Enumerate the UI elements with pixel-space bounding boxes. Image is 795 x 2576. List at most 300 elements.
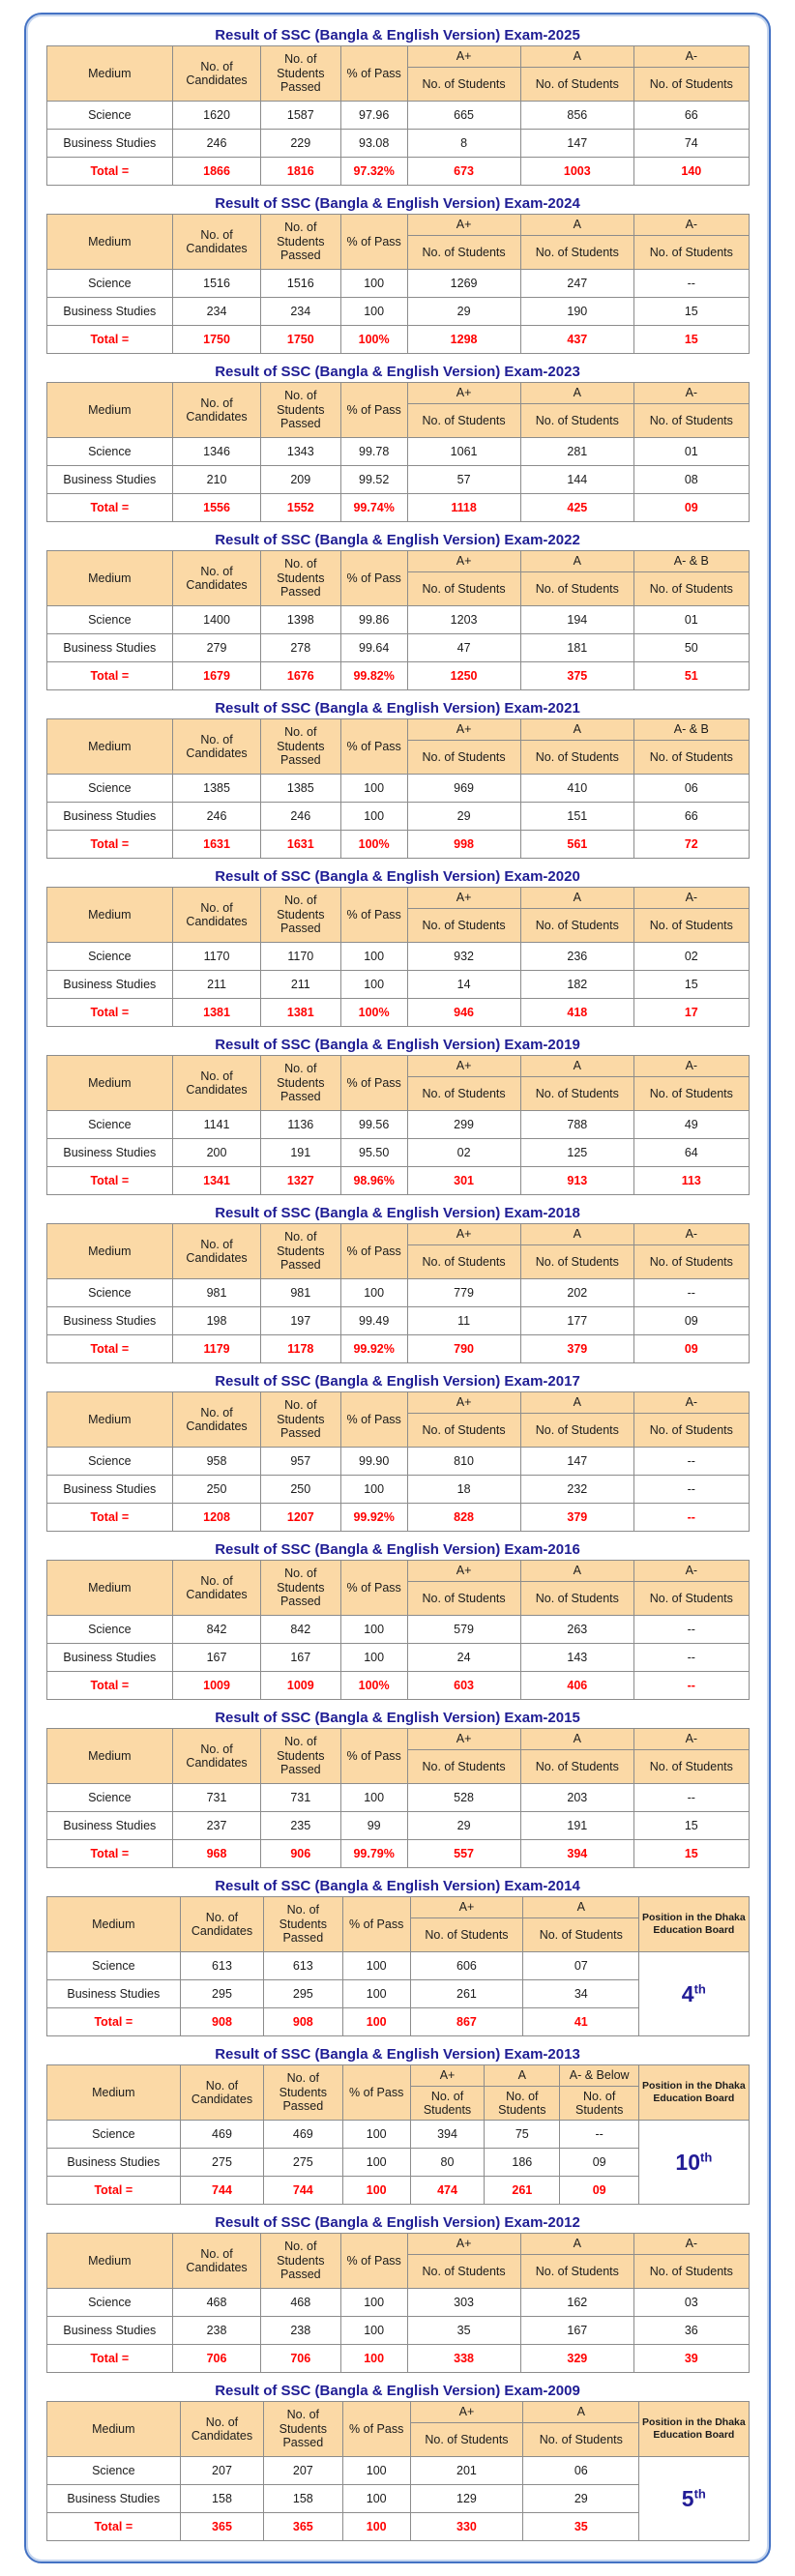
value-cell: 207 — [181, 2457, 264, 2485]
data-row — [46, 1307, 749, 1335]
medium-cell: Business Studies — [46, 2317, 173, 2345]
column-subheader-no-of-students: No. of Students — [520, 1245, 634, 1279]
column-header-pass-percent: % of Pass — [342, 1897, 410, 1952]
value-cell: 338 — [407, 2345, 520, 2373]
medium-cell: Science — [46, 2121, 181, 2149]
total-label-cell: Total = — [46, 831, 173, 859]
medium-cell: Business Studies — [46, 1812, 173, 1840]
column-header-students-passed: No. of Students Passed — [260, 215, 340, 270]
value-cell: 1208 — [173, 1504, 261, 1532]
value-cell: 842 — [173, 1616, 261, 1644]
column-subheader-no-of-students: No. of Students — [407, 741, 520, 775]
value-cell: 1250 — [407, 662, 520, 690]
value-cell: 186 — [485, 2149, 560, 2177]
result-block-exam-2012 — [46, 2211, 750, 2373]
table-body — [46, 1279, 749, 1363]
table-title-exam-2012: Result of SSC (Bangla & English Version) Exam-2012 — [215, 2214, 580, 2231]
column-subheader-no-of-students: No. of Students — [520, 1414, 634, 1448]
value-cell: -- — [634, 270, 749, 298]
value-cell: 147 — [520, 1448, 634, 1476]
value-cell: 261 — [410, 1980, 523, 2008]
value-cell: 15 — [634, 1840, 749, 1868]
column-header-students-passed: No. of Students Passed — [260, 2234, 340, 2289]
value-cell: 1631 — [260, 831, 340, 859]
column-header-grade-a+: A+ — [407, 1224, 520, 1245]
value-cell: 957 — [260, 1448, 340, 1476]
column-header-students-passed: No. of Students Passed — [260, 1224, 340, 1279]
value-cell: 39 — [634, 2345, 749, 2373]
table-title-exam-2025: Result of SSC (Bangla & English Version) Exam-2025 — [215, 27, 580, 44]
table-header — [46, 1224, 749, 1279]
value-cell: 1170 — [173, 943, 261, 971]
data-row — [46, 1279, 749, 1307]
column-subheader-no-of-students: No. of Students — [634, 2255, 749, 2289]
result-block-exam-2009 — [46, 2380, 750, 2541]
table-body — [46, 943, 749, 1027]
column-subheader-no-of-students: No. of Students — [634, 572, 749, 606]
value-cell: 1346 — [173, 438, 261, 466]
column-header-candidates: No. of Candidates — [181, 1897, 264, 1952]
data-row — [46, 466, 749, 494]
column-header-grade-a-: A- — [634, 1561, 749, 1582]
value-cell: 8 — [407, 130, 520, 158]
value-cell: 99.56 — [340, 1111, 407, 1139]
column-header-grade-a: A — [520, 551, 634, 572]
column-subheader-no-of-students: No. of Students — [523, 1918, 639, 1952]
column-header-medium: Medium — [46, 1056, 173, 1111]
column-header-candidates: No. of Candidates — [173, 1729, 261, 1784]
value-cell: 303 — [407, 2289, 520, 2317]
table-title-exam-2021: Result of SSC (Bangla & English Version) Exam-2021 — [215, 700, 580, 717]
total-label-cell: Total = — [46, 2008, 181, 2036]
column-header-grade-a: A — [520, 719, 634, 741]
value-cell: 842 — [260, 1616, 340, 1644]
table-header — [46, 1561, 749, 1616]
value-cell: 279 — [173, 634, 261, 662]
value-cell: 191 — [260, 1139, 340, 1167]
column-header-pass-percent: % of Pass — [340, 215, 407, 270]
value-cell: 410 — [520, 775, 634, 803]
total-row — [46, 831, 749, 859]
total-label-cell: Total = — [46, 1840, 173, 1868]
table-title-exam-2018: Result of SSC (Bangla & English Version) Exam-2018 — [215, 1205, 580, 1221]
value-cell: 788 — [520, 1111, 634, 1139]
column-header-medium: Medium — [46, 1729, 173, 1784]
result-block-exam-2018 — [46, 1202, 750, 1363]
value-cell: 99.90 — [340, 1448, 407, 1476]
column-header-grade-a+: A+ — [407, 551, 520, 572]
value-cell: 36 — [634, 2317, 749, 2345]
value-cell: 97.32% — [340, 158, 407, 186]
total-label-cell: Total = — [46, 494, 173, 522]
value-cell: 1385 — [173, 775, 261, 803]
value-cell: 329 — [520, 2345, 634, 2373]
value-cell: 1516 — [260, 270, 340, 298]
result-table-exam-2019 — [46, 1055, 750, 1195]
column-header-grade-a-: A- — [634, 1392, 749, 1414]
column-header-grade-a+: A+ — [407, 1561, 520, 1582]
value-cell: 469 — [263, 2121, 342, 2149]
value-cell: 100 — [340, 1784, 407, 1812]
column-header-grade-a-: A- — [634, 1224, 749, 1245]
value-cell: 1327 — [260, 1167, 340, 1195]
value-cell: 100 — [340, 775, 407, 803]
value-cell: 1385 — [260, 775, 340, 803]
medium-cell: Business Studies — [46, 298, 173, 326]
table-body — [46, 1616, 749, 1700]
value-cell: 1516 — [173, 270, 261, 298]
data-row — [46, 1952, 749, 1980]
column-header-board-position: Position in the Dhaka Education Board — [639, 2065, 749, 2121]
table-header — [46, 1729, 749, 1784]
value-cell: 234 — [173, 298, 261, 326]
column-header-grade-a: A — [520, 888, 634, 909]
value-cell: 50 — [634, 634, 749, 662]
column-header-grade-a+: A+ — [410, 2402, 523, 2423]
table-body — [46, 775, 749, 859]
result-table-exam-2018 — [46, 1223, 750, 1363]
column-header-candidates: No. of Candidates — [181, 2402, 264, 2457]
result-block-exam-2015 — [46, 1707, 750, 1868]
result-table-exam-2013 — [46, 2064, 750, 2205]
column-subheader-no-of-students: No. of Students — [520, 236, 634, 270]
value-cell: 100 — [340, 1279, 407, 1307]
column-header-grade-a: A — [523, 2402, 639, 2423]
column-subheader-no-of-students: No. of Students — [407, 1077, 520, 1111]
value-cell: 194 — [520, 606, 634, 634]
table-header — [46, 1056, 749, 1111]
result-table-exam-2014 — [46, 1896, 750, 2036]
value-cell: 229 — [260, 130, 340, 158]
total-label-cell: Total = — [46, 1504, 173, 1532]
value-cell: 100 — [340, 2345, 407, 2373]
value-cell: 18 — [407, 1476, 520, 1504]
table-body — [46, 606, 749, 690]
column-header-board-position: Position in the Dhaka Education Board — [639, 1897, 749, 1952]
column-header-medium: Medium — [46, 215, 173, 270]
value-cell: 182 — [520, 971, 634, 999]
column-header-students-passed: No. of Students Passed — [263, 2402, 342, 2457]
value-cell: 100% — [340, 999, 407, 1027]
value-cell: 246 — [260, 803, 340, 831]
column-header-grade-a-: A- — [634, 888, 749, 909]
value-cell: 99.82% — [340, 662, 407, 690]
column-header-medium: Medium — [46, 1392, 173, 1448]
column-header-grade-a+: A+ — [407, 719, 520, 741]
column-header-pass-percent: % of Pass — [340, 888, 407, 943]
value-cell: 1381 — [260, 999, 340, 1027]
value-cell: 201 — [410, 2457, 523, 2485]
value-cell: 275 — [181, 2149, 264, 2177]
value-cell: 278 — [260, 634, 340, 662]
column-header-grade-a-: A- — [634, 46, 749, 68]
value-cell: 295 — [181, 1980, 264, 2008]
column-subheader-no-of-students: No. of Students — [634, 68, 749, 102]
column-header-medium: Medium — [46, 2065, 181, 2121]
value-cell: 99.49 — [340, 1307, 407, 1335]
value-cell: -- — [634, 1644, 749, 1672]
value-cell: 437 — [520, 326, 634, 354]
column-subheader-no-of-students: No. of Students — [410, 1918, 523, 1952]
column-header-students-passed: No. of Students Passed — [260, 383, 340, 438]
value-cell: 49 — [634, 1111, 749, 1139]
value-cell: 74 — [634, 130, 749, 158]
result-block-exam-2020 — [46, 865, 750, 1027]
table-title-exam-2024: Result of SSC (Bangla & English Version) Exam-2024 — [215, 195, 580, 212]
table-header — [46, 1897, 749, 1952]
value-cell: 75 — [485, 2121, 560, 2149]
value-cell: 100 — [340, 298, 407, 326]
result-block-exam-2016 — [46, 1538, 750, 1700]
value-cell: 528 — [407, 1784, 520, 1812]
value-cell: 1009 — [173, 1672, 261, 1700]
value-cell: 301 — [407, 1167, 520, 1195]
table-body — [46, 2457, 749, 2541]
medium-cell: Science — [46, 1279, 173, 1307]
value-cell: 203 — [520, 1784, 634, 1812]
total-row — [46, 494, 749, 522]
value-cell: 299 — [407, 1111, 520, 1139]
column-subheader-no-of-students: No. of Students — [520, 2255, 634, 2289]
column-subheader-no-of-students: No. of Students — [634, 1750, 749, 1784]
result-block-exam-2019 — [46, 1034, 750, 1195]
value-cell: 99.86 — [340, 606, 407, 634]
column-header-candidates: No. of Candidates — [173, 1224, 261, 1279]
value-cell: 1178 — [260, 1335, 340, 1363]
column-header-medium: Medium — [46, 719, 173, 775]
column-header-grade-a: A — [520, 1392, 634, 1414]
value-cell: 181 — [520, 634, 634, 662]
column-subheader-no-of-students: No. of Students — [407, 1582, 520, 1616]
value-cell: 140 — [634, 158, 749, 186]
column-subheader-no-of-students: No. of Students — [520, 741, 634, 775]
value-cell: -- — [634, 1504, 749, 1532]
column-header-students-passed: No. of Students Passed — [260, 1729, 340, 1784]
value-cell: 867 — [410, 2008, 523, 2036]
value-cell: 603 — [407, 1672, 520, 1700]
total-row — [46, 1672, 749, 1700]
column-subheader-no-of-students: No. of Students — [520, 909, 634, 943]
column-header-pass-percent: % of Pass — [340, 1224, 407, 1279]
result-block-exam-2024 — [46, 192, 750, 354]
total-label-cell: Total = — [46, 2513, 181, 2541]
medium-cell: Business Studies — [46, 1476, 173, 1504]
column-subheader-no-of-students: No. of Students — [520, 572, 634, 606]
value-cell: 561 — [520, 831, 634, 859]
column-header-medium: Medium — [46, 2402, 181, 2457]
column-header-pass-percent: % of Pass — [340, 46, 407, 102]
value-cell: 177 — [520, 1307, 634, 1335]
data-row — [46, 1111, 749, 1139]
value-cell: 100 — [340, 943, 407, 971]
value-cell: 744 — [263, 2177, 342, 2205]
value-cell: 365 — [263, 2513, 342, 2541]
value-cell: 100 — [340, 1476, 407, 1504]
value-cell: 100 — [342, 1952, 410, 1980]
column-header-grade-a-below: A- & Below — [560, 2065, 639, 2087]
value-cell: 207 — [263, 2457, 342, 2485]
data-row — [46, 270, 749, 298]
value-cell: 35 — [523, 2513, 639, 2541]
value-cell: 72 — [634, 831, 749, 859]
value-cell: 09 — [634, 1335, 749, 1363]
value-cell: 1203 — [407, 606, 520, 634]
value-cell: 99.78 — [340, 438, 407, 466]
value-cell: 100 — [342, 2513, 410, 2541]
value-cell: 66 — [634, 803, 749, 831]
column-header-medium: Medium — [46, 1561, 173, 1616]
value-cell: 998 — [407, 831, 520, 859]
value-cell: 468 — [173, 2289, 261, 2317]
value-cell: 99.92% — [340, 1504, 407, 1532]
value-cell: 261 — [485, 2177, 560, 2205]
column-header-candidates: No. of Candidates — [173, 215, 261, 270]
column-header-candidates: No. of Candidates — [173, 383, 261, 438]
value-cell: 143 — [520, 1644, 634, 1672]
result-block-exam-2017 — [46, 1370, 750, 1532]
result-table-exam-2020 — [46, 887, 750, 1027]
column-subheader-no-of-students: No. of Students — [634, 1077, 749, 1111]
medium-cell: Science — [46, 2289, 173, 2317]
total-label-cell: Total = — [46, 662, 173, 690]
column-header-students-passed: No. of Students Passed — [260, 1561, 340, 1616]
medium-cell: Science — [46, 438, 173, 466]
table-title-exam-2019: Result of SSC (Bangla & English Version) Exam-2019 — [215, 1037, 580, 1053]
value-cell: 100% — [340, 326, 407, 354]
table-header — [46, 551, 749, 606]
total-row — [46, 662, 749, 690]
column-subheader-no-of-students: No. of Students — [407, 1414, 520, 1448]
value-cell: 828 — [407, 1504, 520, 1532]
medium-cell: Business Studies — [46, 130, 173, 158]
total-label-cell: Total = — [46, 2345, 173, 2373]
value-cell: 06 — [634, 775, 749, 803]
column-subheader-no-of-students: No. of Students — [407, 1750, 520, 1784]
value-cell: 375 — [520, 662, 634, 690]
value-cell: 47 — [407, 634, 520, 662]
value-cell: 100 — [342, 2177, 410, 2205]
column-header-pass-percent: % of Pass — [340, 1729, 407, 1784]
value-cell: 34 — [523, 1980, 639, 2008]
total-label-cell: Total = — [46, 1672, 173, 1700]
total-label-cell: Total = — [46, 1167, 173, 1195]
medium-cell: Business Studies — [46, 466, 173, 494]
result-table-exam-2016 — [46, 1560, 750, 1700]
column-subheader-no-of-students: No. of Students — [520, 1077, 634, 1111]
value-cell: 606 — [410, 1952, 523, 1980]
value-cell: 02 — [407, 1139, 520, 1167]
result-table-exam-2022 — [46, 550, 750, 690]
value-cell: 64 — [634, 1139, 749, 1167]
position-ordinal: th — [693, 1980, 706, 1996]
result-block-exam-2025 — [46, 24, 750, 186]
value-cell: 1816 — [260, 158, 340, 186]
total-label-cell: Total = — [46, 2177, 181, 2205]
column-subheader-no-of-students: No. of Students — [634, 1582, 749, 1616]
value-cell: 08 — [634, 466, 749, 494]
column-subheader-no-of-students: No. of Students — [407, 68, 520, 102]
table-body — [46, 2121, 749, 2205]
value-cell: 1136 — [260, 1111, 340, 1139]
value-cell: 1141 — [173, 1111, 261, 1139]
data-row — [46, 775, 749, 803]
value-cell: 99.74% — [340, 494, 407, 522]
column-header-grade-a: A — [520, 1729, 634, 1750]
column-header-grade-a: A — [520, 1561, 634, 1582]
value-cell: 100 — [342, 2149, 410, 2177]
value-cell: 665 — [407, 102, 520, 130]
column-header-students-passed: No. of Students Passed — [260, 719, 340, 775]
value-cell: -- — [634, 1448, 749, 1476]
value-cell: 1679 — [173, 662, 261, 690]
medium-cell: Science — [46, 1952, 181, 1980]
value-cell: 100 — [340, 971, 407, 999]
column-subheader-no-of-students: No. of Students — [634, 236, 749, 270]
column-header-medium: Medium — [46, 1897, 181, 1952]
value-cell: 1061 — [407, 438, 520, 466]
data-row — [46, 2121, 749, 2149]
table-title-exam-2013: Result of SSC (Bangla & English Version) Exam-2013 — [215, 2046, 580, 2063]
column-header-students-passed: No. of Students Passed — [260, 888, 340, 943]
value-cell: 198 — [173, 1307, 261, 1335]
table-title-exam-2017: Result of SSC (Bangla & English Version) Exam-2017 — [215, 1373, 580, 1390]
value-cell: 1179 — [173, 1335, 261, 1363]
total-label-cell: Total = — [46, 1335, 173, 1363]
column-header-pass-percent: % of Pass — [340, 551, 407, 606]
total-label-cell: Total = — [46, 999, 173, 1027]
column-header-grade-a: A — [520, 2234, 634, 2255]
value-cell: 932 — [407, 943, 520, 971]
value-cell: 97.96 — [340, 102, 407, 130]
data-row — [46, 1812, 749, 1840]
medium-cell: Science — [46, 943, 173, 971]
column-header-candidates: No. of Candidates — [181, 2065, 264, 2121]
column-header-candidates: No. of Candidates — [173, 2234, 261, 2289]
medium-cell: Science — [46, 606, 173, 634]
value-cell: -- — [634, 1784, 749, 1812]
value-cell: 1750 — [173, 326, 261, 354]
result-block-exam-2013 — [46, 2043, 750, 2205]
medium-cell: Business Studies — [46, 1644, 173, 1672]
column-header-candidates: No. of Candidates — [173, 719, 261, 775]
value-cell: 191 — [520, 1812, 634, 1840]
value-cell: 810 — [407, 1448, 520, 1476]
table-body — [46, 1784, 749, 1868]
result-block-exam-2014 — [46, 1875, 750, 2036]
table-title-exam-2014: Result of SSC (Bangla & English Version) Exam-2014 — [215, 1878, 580, 1894]
column-header-pass-percent: % of Pass — [340, 719, 407, 775]
value-cell: 01 — [634, 606, 749, 634]
value-cell: 66 — [634, 102, 749, 130]
value-cell: 236 — [520, 943, 634, 971]
table-body — [46, 1952, 749, 2036]
value-cell: 613 — [181, 1952, 264, 1980]
value-cell: 779 — [407, 1279, 520, 1307]
column-header-grade-a-: A- — [634, 1056, 749, 1077]
column-header-grade-a+: A+ — [410, 1897, 523, 1918]
value-cell: 425 — [520, 494, 634, 522]
medium-cell: Science — [46, 1448, 173, 1476]
result-block-exam-2022 — [46, 529, 750, 690]
total-label-cell: Total = — [46, 326, 173, 354]
value-cell: 100 — [342, 2457, 410, 2485]
value-cell: 469 — [181, 2121, 264, 2149]
value-cell: 29 — [523, 2485, 639, 2513]
table-header — [46, 2234, 749, 2289]
total-label-cell: Total = — [46, 158, 173, 186]
value-cell: 234 — [260, 298, 340, 326]
value-cell: 1343 — [260, 438, 340, 466]
